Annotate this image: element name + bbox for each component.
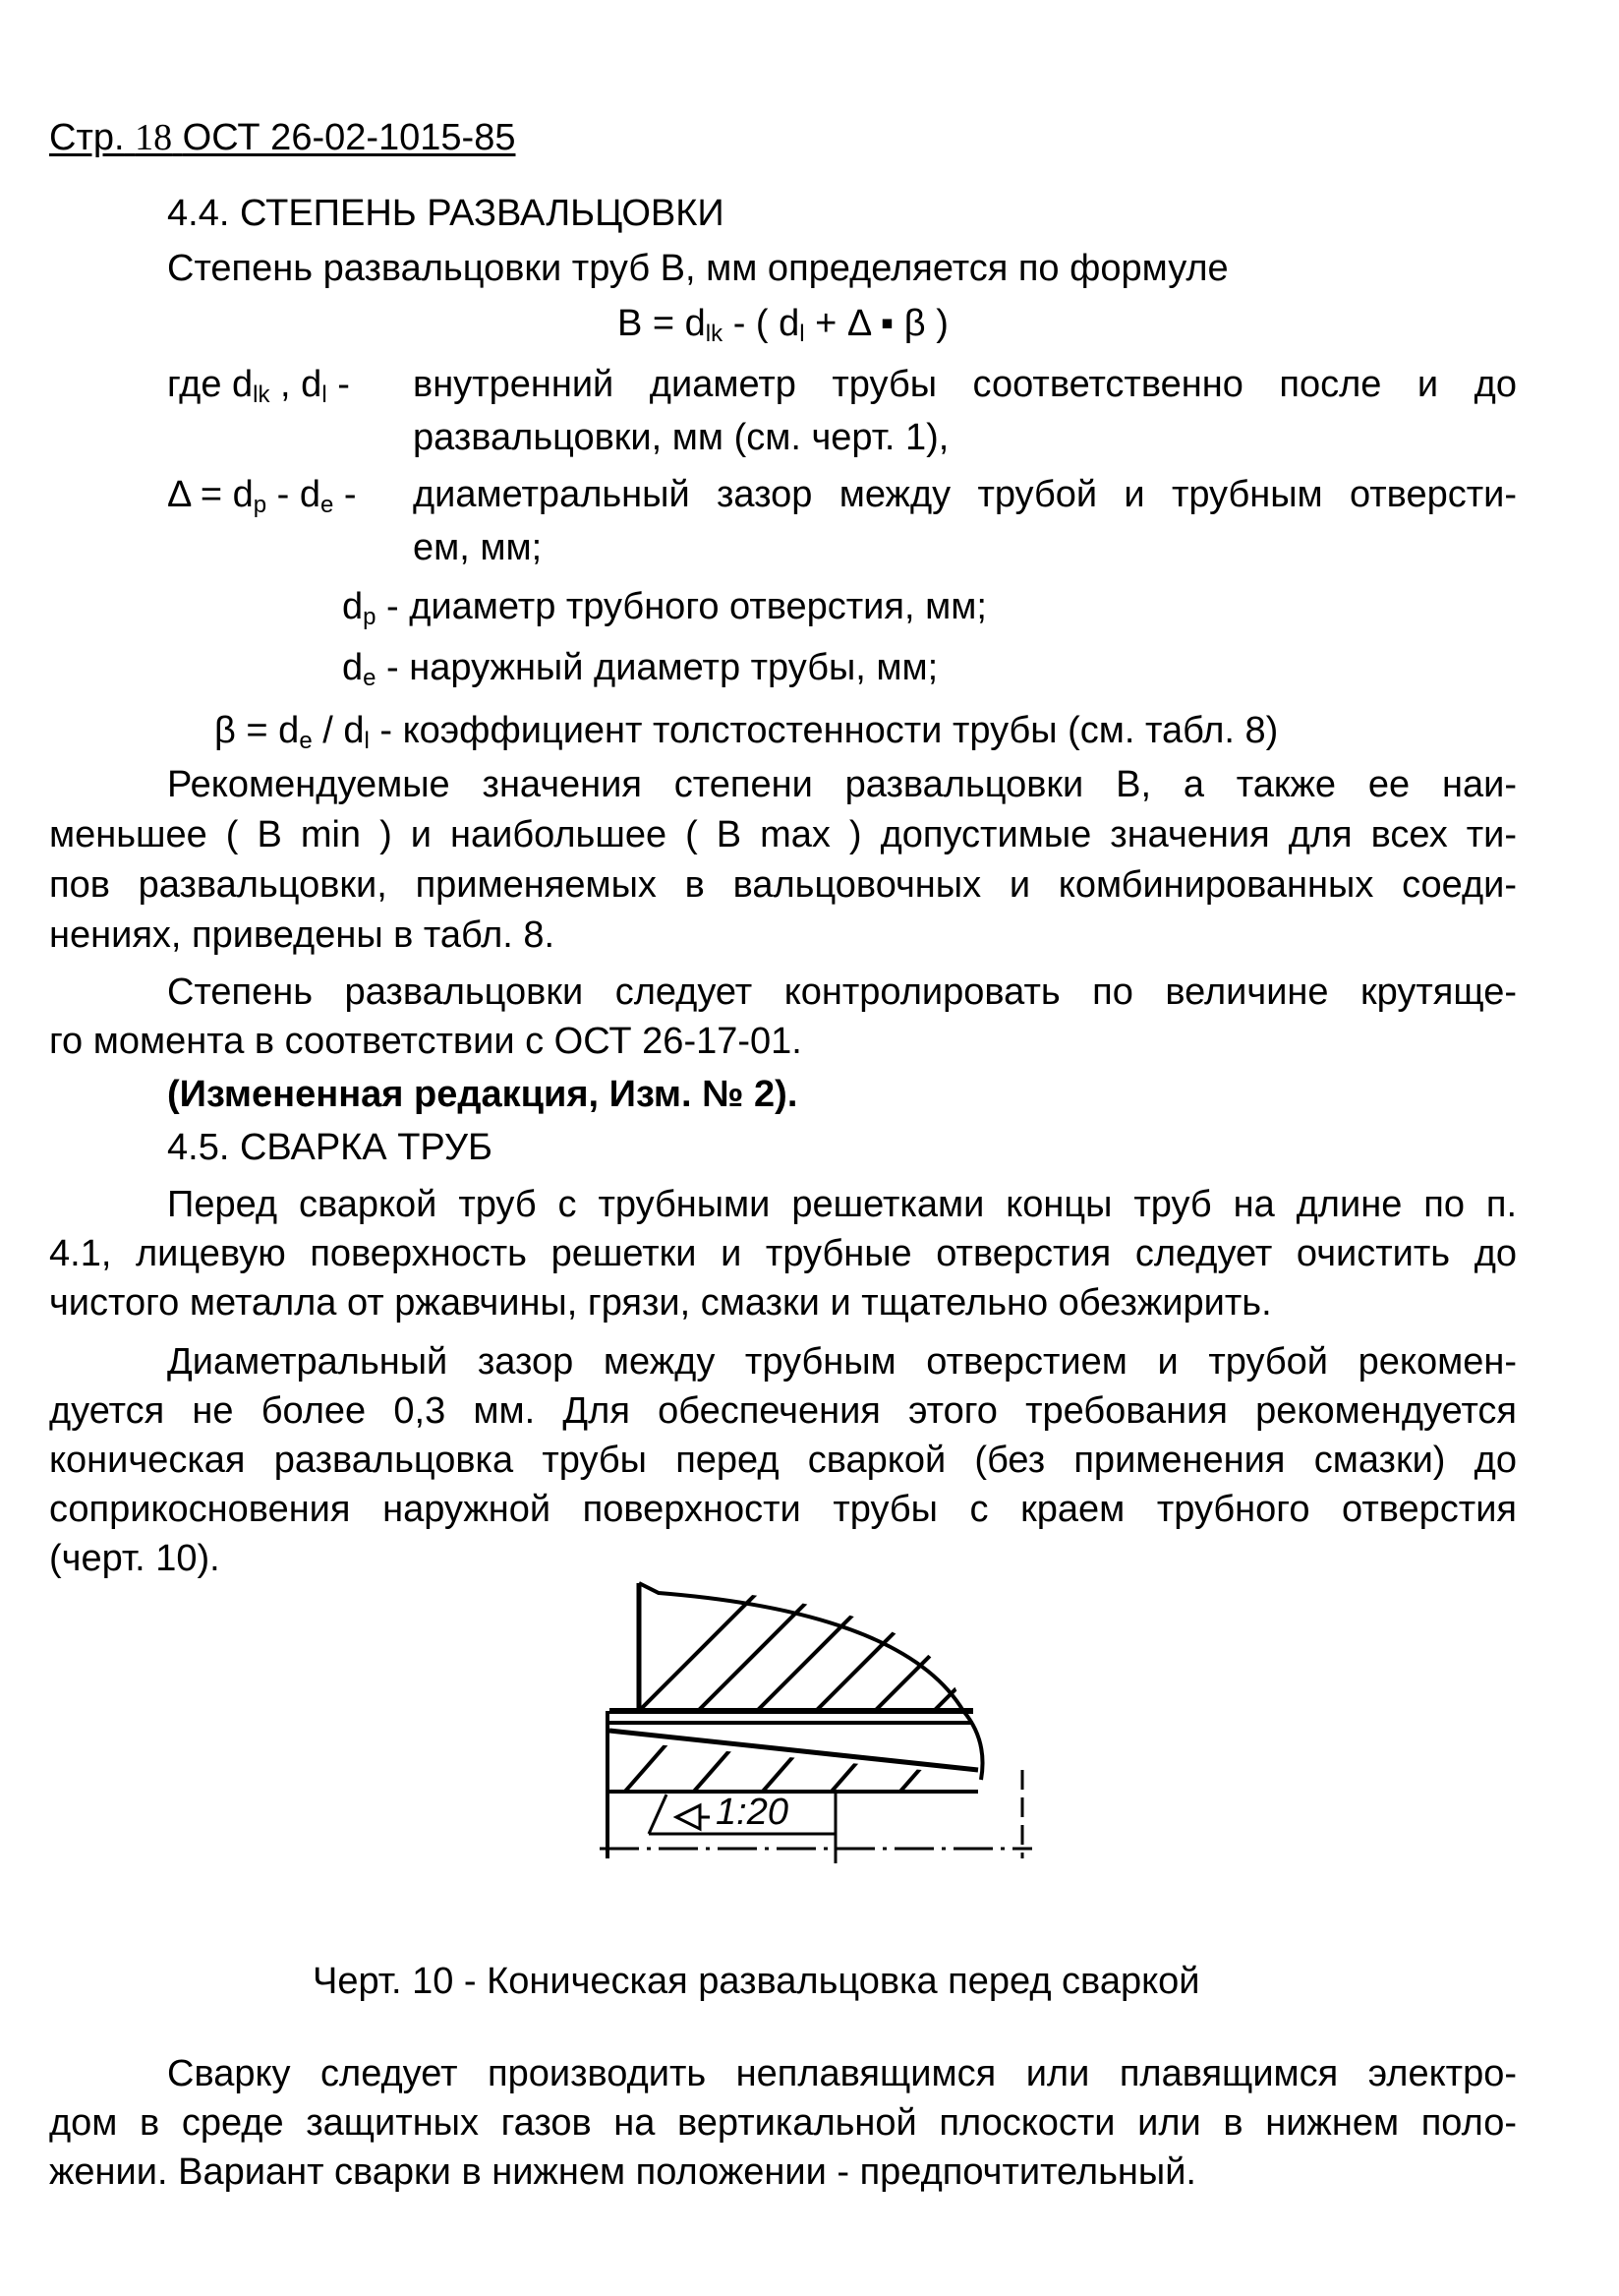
paragraph-line: коническая развальцовка трубы перед сваркой (без применения смазки) до: [49, 1440, 1517, 1481]
paragraph-line: Перед сваркой труб с трубными решетками концы труб на длине по п.: [167, 1184, 1517, 1225]
paragraph-line: Степень развальцовки следует контролировать по величине крутяще-: [167, 971, 1517, 1013]
section-title-4-4: 4.4. СТЕПЕНЬ РАЗВАЛЬЦОВКИ: [167, 193, 724, 234]
paragraph-line: дом в среде защитных газов на вертикальной плоскости или в нижнем поло-: [49, 2102, 1517, 2144]
paragraph-line: пов развальцовки, применяемых в вальцовочных и комбинированных соеди-: [49, 864, 1517, 906]
definition-delta-text-2: ем, мм;: [413, 527, 543, 568]
definition-dlk-text-2: развальцовки, мм (см. черт. 1),: [413, 417, 950, 458]
page-number: 18: [135, 117, 173, 158]
paragraph-line: Диаметральный зазор между трубным отверстием и трубой рекомен-: [167, 1341, 1517, 1383]
conical-flaring-drawing: [570, 1573, 1042, 1868]
section-title-4-5: 4.5. СВАРКА ТРУБ: [167, 1127, 492, 1168]
amendment-note: (Измененная редакция, Изм. № 2).: [167, 1074, 798, 1115]
paragraph-line: нениях, приведены в табл. 8.: [49, 914, 555, 956]
definition-dlk: где $d_{lk}$ , $d_l$ -: [167, 364, 350, 408]
definition-delta-text-1: диаметральный зазор между трубой и трубным отверсти-: [413, 474, 1517, 515]
paragraph-line: (черт. 10).: [49, 1538, 220, 1579]
definition-dlk-text-1: внутренний диаметр трубы соответственно после и до: [413, 364, 1517, 405]
paragraph-line: чистого металла от ржавчины, грязи, смазки и тщательно обезжирить.: [49, 1282, 1272, 1324]
definition-dp: $d_p$ - диаметр трубного отверстия, мм;: [342, 586, 987, 630]
paragraph-line: жении. Вариант сварки в нижнем положении - предпочтительный.: [49, 2151, 1196, 2193]
paragraph-line: соприкосновения наружной поверхности трубы с краем трубного отверстия: [49, 1489, 1517, 1530]
paragraph-line: Рекомендуемые значения степени развальцовки В, а также ее наи-: [167, 764, 1517, 805]
page-header: [49, 116, 515, 159]
formula-intro: Степень развальцовки труб В, мм определяется по формуле: [167, 248, 1229, 289]
paragraph-line: го момента в соответствии с ОСТ 26-17-01.: [49, 1021, 802, 1062]
formula: $B = d_{lk}$ - ( $d_l + \Delta$ ▪ β ): [617, 303, 949, 347]
page-prefix: Стр.: [49, 117, 125, 158]
definition-beta: $\beta = d_e / d_l$ - коэффициент толстостенности трубы (см. табл. 8): [214, 710, 1279, 754]
paragraph-line: дуется не более 0,3 мм. Для обеспечения этого требования рекомендуется: [49, 1390, 1517, 1432]
paragraph-line: меньшее ( В min ) и наибольшее ( В max ) допустимые значения для всех ти-: [49, 814, 1517, 855]
paragraph-line: Сварку следует производить неплавящимся или плавящимся электро-: [167, 2053, 1517, 2094]
figure-caption: Черт. 10 - Коническая развальцовка перед сваркой: [313, 1961, 1200, 2002]
definition-de: $d_e$ - наружный диаметр трубы, мм;: [342, 647, 939, 691]
definition-delta: $\Delta = d_p - d_e$ -: [167, 474, 357, 518]
standard-code: ОСТ 26-02-1015-85: [182, 117, 516, 158]
taper-ratio-label: 1:20: [716, 1792, 788, 1833]
paragraph-line: 4.1, лицевую поверхность решетки и трубные отверстия следует очистить до: [49, 1233, 1517, 1274]
